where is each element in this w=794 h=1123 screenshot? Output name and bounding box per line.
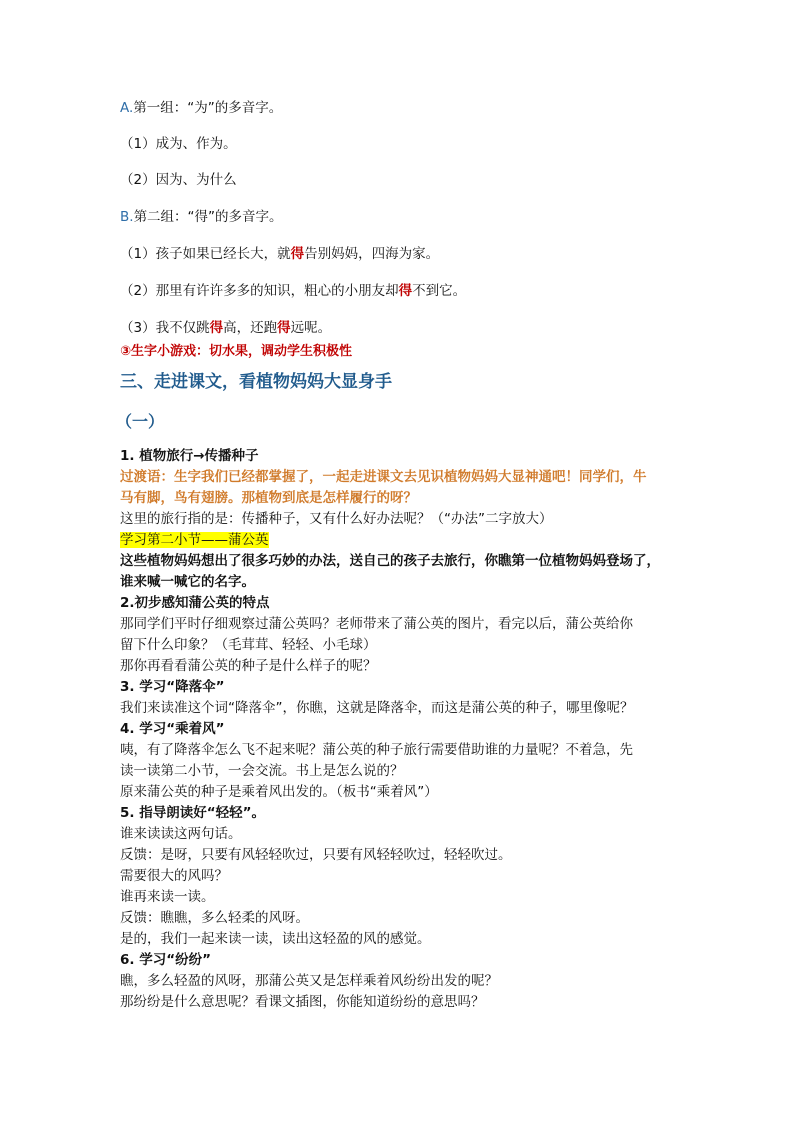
step5-text-3: 需要很大的风吗？ [120,868,228,884]
intro-line-2: 谁来喊一喊它的名字。 [120,574,255,590]
text: （3）我不仅跳 [120,320,210,336]
highlight-line [120,530,269,550]
section3-title: 三、走进课文，看植物妈妈大显身手 [120,372,392,392]
text: 高，还跑 [223,320,278,336]
game-line: ③生字小游戏：切水果，调动学生积极性 [120,344,353,359]
group-a-item-2: （2）因为、为什么 [120,172,237,188]
step5-text-2: 反馈：是呀，只要有风轻轻吹过，只要有风轻轻吹过，轻轻吹过。 [120,847,512,863]
group-a-heading [120,98,282,118]
transition-line-2: 马有脚，鸟有翅膀。那植物到底是怎样履行的呀？ [120,490,417,506]
step2-text-1: 那同学们平时仔细观察过蒲公英吗？老师带来了蒲公英的图片，看完以后，蒲公英给你 [120,616,633,632]
group-b-title: 第二组：“得”的多音字。 [133,209,283,225]
step4-text-1: 咦，有了降落伞怎么飞不起来呢？蒲公英的种子旅行需要借助谁的力量呢？不着急，先 [120,742,633,758]
step2-title: 2.初步感知蒲公英的特点 [120,595,270,611]
group-b-item-1 [120,244,439,264]
step3-text-1: 我们来读准这个词“降落伞”，你瞧，这就是降落伞，而这是蒲公英的种子，哪里像呢？ [120,700,634,716]
step5-title: 5. 指导朗读好“轻轻”。 [120,805,265,821]
step3-title: 3. 学习“降落伞” [120,679,225,695]
step6-title: 6. 学习“纷纷” [120,952,211,968]
step5-text-5: 反馈：瞧瞧，多么轻柔的风呀。 [120,910,309,926]
polyphone-mark: 得 [277,320,291,336]
text: （2）那里有许许多多的知识，粗心的小朋友却 [120,283,399,299]
step4-text-2: 读一读第二小节，一会交流。书上是怎么说的？ [120,763,404,779]
step5-text-6: 是的，我们一起来读一读，读出这轻盈的风的感觉。 [120,931,431,947]
text: 不到它。 [412,283,467,299]
step5-text-4: 谁再来读一读。 [120,889,215,905]
step2-text-3: 那你再看看蒲公英的种子是什么样子的呢？ [120,658,377,674]
group-b-heading [120,207,283,227]
text: （1）孩子如果已经长大，就 [120,246,291,262]
step4-text-3: 原来蒲公英的种子是乘着风出发的。（板书“乘着风”） [120,784,438,800]
text: 告别妈妈，四海为家。 [304,246,440,262]
group-a-title: 第一组：“为”的多音字。 [133,100,283,116]
intro-line-1: 这些植物妈妈想出了很多巧妙的办法，送自己的孩子去旅行，你瞧第一位植物妈妈登场了， [120,553,660,569]
highlighted-text: 学习第二小节——蒲公英 [120,532,269,548]
step5-text-1: 谁来读读这两句话。 [120,826,242,842]
polyphone-mark: 得 [209,320,224,336]
group-b-letter: B. [120,209,134,225]
group-a-letter: A. [120,100,134,116]
travel-line: 这里的旅行指的是：传播种子，又有什么好办法呢？（“办法”二字放大） [120,511,553,527]
polyphone-mark: 得 [398,283,413,299]
step6-text-1: 瞧，多么轻盈的风呀，那蒲公英又是怎样乘着风纷纷出发的呢？ [120,973,498,989]
group-b-item-3 [120,318,331,338]
step2-text-2: 留下什么印象？（毛茸茸、轻轻、小毛球） [120,637,377,653]
transition-line-1: 过渡语：生字我们已经都掌握了，一起走进课文去见识植物妈妈大显神通吧！同学们，牛 [120,469,647,485]
group-b-item-2 [120,281,466,301]
step4-title: 4. 学习“乘着风” [120,721,225,737]
step6-text-2: 那纷纷是什么意思呢？看课文插图，你能知道纷纷的意思吗？ [120,994,485,1010]
part-one-heading: （一） [116,412,165,431]
group-a-item-1: （1）成为、作为。 [120,136,237,152]
text: 远呢。 [290,320,332,336]
step1-title: 1. 植物旅行→传播种子 [120,448,259,464]
polyphone-mark: 得 [290,246,305,262]
